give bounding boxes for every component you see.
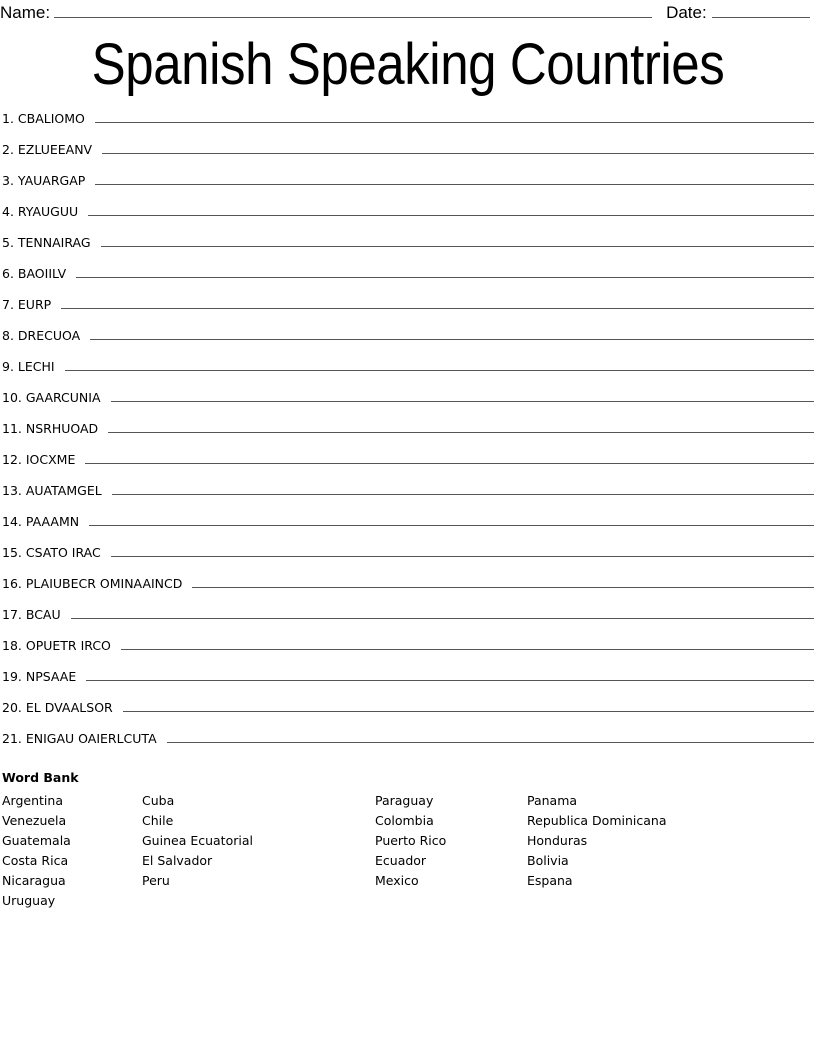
answer-line[interactable] [111,545,814,557]
question-text: 8. DRECUOA [2,328,81,343]
question-list [2,111,814,762]
word-bank-column [375,791,446,891]
date-input-line[interactable] [712,2,810,18]
question-row [2,235,814,266]
question-text: 4. RYAUGUU [2,204,79,219]
word-bank-column [527,791,667,891]
question-text: 13. AUATAMGEL [2,483,102,498]
question-text: 17. BCAU [2,607,61,622]
word-bank-item: Puerto Rico [375,833,447,848]
word-bank-item: Cuba [142,793,175,808]
question-row [2,266,814,297]
answer-line[interactable] [90,328,814,340]
answer-line[interactable] [121,638,814,650]
answer-line[interactable] [61,297,814,309]
question-text: 10. GAARCUNIA [2,390,101,405]
word-bank-item: Venezuela [2,813,67,828]
word-bank-column [142,791,253,891]
answer-line[interactable] [85,452,814,464]
name-input-line[interactable] [54,2,652,18]
question-text: 14. PAAAMN [2,514,80,529]
word-bank-item: Peru [142,873,170,888]
question-row [2,731,814,762]
word-bank-item: El Salvador [142,853,213,868]
word-bank-item: Bolivia [527,853,569,868]
word-bank-column [2,791,71,911]
word-bank-item: Republica Dominicana [527,813,667,828]
page-title: Spanish Speaking Countries [91,32,725,97]
answer-line[interactable] [88,204,814,216]
question-text: 7. EURP [2,297,52,312]
question-row [2,638,814,669]
word-bank-item: Paraguay [375,793,434,808]
student-info-header [0,2,816,26]
question-row [2,359,814,390]
answer-line[interactable] [89,514,814,526]
answer-line[interactable] [167,731,814,743]
question-row [2,452,814,483]
word-bank-item: Ecuador [375,853,427,868]
question-text: 5. TENNAIRAG [2,235,91,250]
question-text: 1. CBALIOMO [2,111,85,126]
answer-line[interactable] [102,142,814,154]
question-row [2,328,814,359]
answer-line[interactable] [101,235,814,247]
question-row [2,204,814,235]
question-row [2,173,814,204]
question-text: 21. ENIGAU OAIERLCUTA [2,731,157,746]
answer-line[interactable] [76,266,814,278]
question-row [2,607,814,638]
question-text: 11. NSRHUOAD [2,421,99,436]
word-bank-item: Guinea Ecuatorial [142,833,253,848]
answer-line[interactable] [71,607,814,619]
question-text: 3. YAUARGAP [2,173,86,188]
question-row [2,142,814,173]
question-row [2,700,814,731]
word-bank-item: Nicaragua [2,873,66,888]
answer-line[interactable] [111,390,814,402]
word-bank-item: Honduras [527,833,588,848]
question-row [2,514,814,545]
word-bank-item: Mexico [375,873,419,888]
answer-line[interactable] [192,576,814,588]
question-text: 6. BAOIILV [2,266,67,281]
question-text: 20. EL DVAALSOR [2,700,113,715]
answer-line[interactable] [86,669,814,681]
answer-line[interactable] [112,483,814,495]
question-row [2,421,814,452]
date-label: Date: [666,3,707,22]
word-bank-item: Espana [527,873,573,888]
word-bank-item: Chile [142,813,174,828]
question-text: 15. CSATO IRAC [2,545,101,560]
question-row [2,390,814,421]
question-text: 19. NPSAAE [2,669,77,684]
question-row [2,545,814,576]
word-bank-item: Panama [527,793,578,808]
answer-line[interactable] [108,421,814,433]
question-text: 9. LECHI [2,359,55,374]
question-row [2,111,814,142]
answer-line[interactable] [95,173,814,185]
word-bank-item: Uruguay [2,893,56,908]
question-text: 16. PLAIUBECR OMINAAINCD [2,576,183,591]
question-text: 2. EZLUEEANV [2,142,93,157]
word-bank-item: Costa Rica [2,853,69,868]
question-row [2,483,814,514]
word-bank-heading: Word Bank [2,770,79,785]
word-bank-item: Argentina [2,793,63,808]
question-row [2,669,814,700]
word-bank-item: Guatemala [2,833,71,848]
name-label: Name: [0,3,51,22]
answer-line[interactable] [123,700,814,712]
word-bank-item: Colombia [375,813,434,828]
answer-line[interactable] [65,359,814,371]
question-row [2,576,814,607]
question-text: 18. OPUETR IRCO [2,638,111,653]
question-row [2,297,814,328]
answer-line[interactable] [95,111,814,123]
question-text: 12. IOCXME [2,452,76,467]
